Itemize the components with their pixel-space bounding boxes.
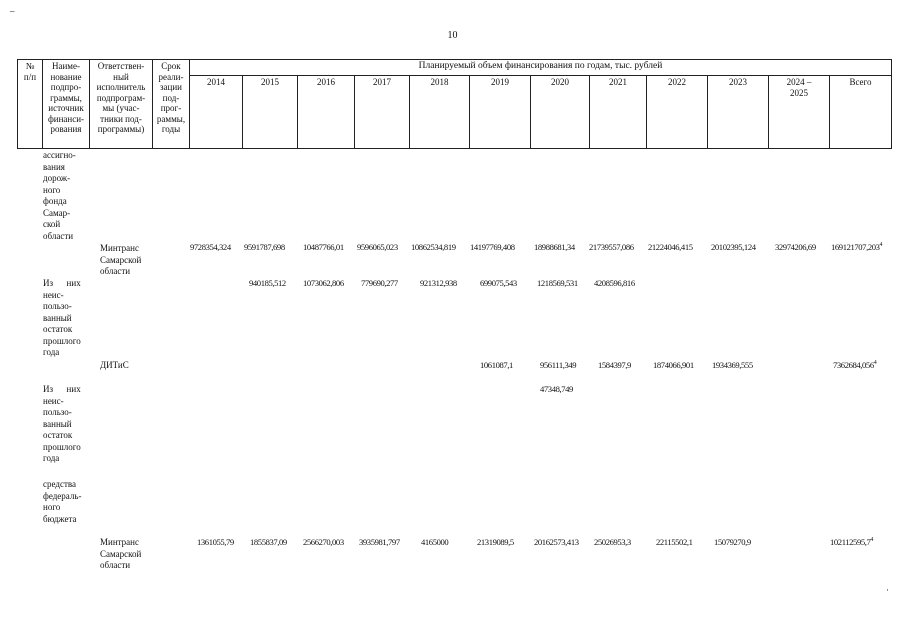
margin-dash-mark: –: [10, 6, 15, 16]
header-year-2017: 2017: [354, 75, 410, 149]
row-5-2016: 2566270,003: [303, 537, 344, 547]
row-1-2020: 18988681,34: [534, 242, 575, 252]
header-col-term: Срок реали- зации под- прог- раммы, годы: [152, 59, 190, 149]
row-3-2023: 1934369,555: [712, 360, 753, 370]
row-1-2019: 14197769,408: [470, 242, 515, 252]
row-3-total-footnote: 4: [873, 360, 877, 367]
row-2-2021: 4208596,816: [594, 278, 635, 288]
header-year-2016: 2016: [297, 75, 355, 149]
row-5-2015: 1855837,09: [250, 537, 287, 547]
row-3-total-value: 7362684,056: [833, 360, 874, 370]
row-5-total-footnote: 4: [870, 537, 874, 544]
page-number: 10: [447, 30, 458, 41]
row-5-total-value: 102112595,7: [830, 537, 871, 547]
row-5-2018: 4165000: [421, 537, 449, 547]
header-year-2018: 2018: [409, 75, 470, 149]
row-3-2020: 956111,349: [540, 360, 577, 370]
header-col-responsible: Ответствен- ный исполнитель подпрограм- мы (учас- тники под- программы): [89, 59, 153, 149]
header-year-2014: 2014: [189, 75, 243, 149]
row-5-total: [830, 537, 873, 547]
row-1-2023: 20102395,124: [711, 242, 756, 252]
header-year-2021: 2021: [589, 75, 647, 149]
label-federal-budget: средства федераль- ного бюджета: [43, 479, 82, 524]
row-2-2019: 699075,543: [480, 278, 517, 288]
row-1-2014: 9728354,324: [190, 242, 231, 252]
row-2-2020: 1218569,531: [537, 278, 578, 288]
row-1-2021: 21739557,086: [589, 242, 634, 252]
label-unused-balance-1: Из них неис- пользо- ванный остаток прошлого года: [43, 278, 81, 357]
row-4-2020: 47348,749: [540, 384, 573, 394]
row-5-2022: 22115502,1: [656, 537, 693, 547]
row-3-responsible: ДИТиС: [100, 360, 129, 370]
row-3-2019: 1061087,1: [480, 360, 513, 370]
header-col-name: Наиме- нование подпро- граммы, источник финанси- рования: [42, 59, 90, 149]
row-5-2019: 21319089,5: [477, 537, 514, 547]
row-1-2018: 10862534,819: [411, 242, 456, 252]
row-5-2014: 1361055,79: [197, 537, 234, 547]
row-5-2023: 15079270,9: [714, 537, 751, 547]
header-year-2022: 2022: [646, 75, 708, 149]
row-3-2022: 1874066,901: [653, 360, 694, 370]
header-year-2020: 2020: [530, 75, 590, 149]
header-col-total: Всего: [829, 75, 892, 149]
row-1-responsible: Минтранс Самарской области: [100, 243, 142, 276]
row-3-total: [833, 360, 876, 370]
header-year-2024-2025: 2024 – 2025: [768, 75, 830, 149]
row-1-2022: 21224046,415: [648, 242, 693, 252]
header-year-2019: 2019: [469, 75, 531, 149]
row-1-2024-2025: 32974206,69: [775, 242, 816, 252]
row-2-2016: 1073062,806: [303, 278, 344, 288]
margin-dot-mark: ·: [886, 585, 889, 595]
header-year-2023: 2023: [707, 75, 769, 149]
row-5-2021: 25026953,3: [594, 537, 631, 547]
row-1-2016: 10487766,01: [303, 242, 344, 252]
row-1-total-value: 169121707,203: [831, 242, 880, 252]
row-1-2017: 9596065,023: [357, 242, 398, 252]
row-3-2021: 1584397,9: [598, 360, 631, 370]
header-year-2015: 2015: [242, 75, 298, 149]
row-2-2017: 779690,277: [361, 278, 398, 288]
row-5-2020: 20162573,413: [534, 537, 579, 547]
row-1-total-footnote: 4: [879, 242, 883, 249]
label-road-fund: ассигно- вания дорож- ного фонда Самар- ской области: [43, 150, 76, 241]
row-2-2018: 921312,938: [420, 278, 457, 288]
label-unused-balance-2: Из них неис- пользо- ванный остаток прошлого года: [43, 384, 81, 463]
row-2-2015: 940185,512: [249, 278, 286, 288]
row-1-2015: 9591787,698: [244, 242, 285, 252]
row-1-total: [831, 242, 882, 252]
row-5-responsible: Минтранс Самарской области: [100, 537, 142, 570]
header-col-planned: Планируемый объем финансирования по годам, тыс. рублей: [189, 59, 892, 76]
header-col-number: № п/п: [17, 59, 43, 149]
row-5-2017: 3935981,797: [359, 537, 400, 547]
